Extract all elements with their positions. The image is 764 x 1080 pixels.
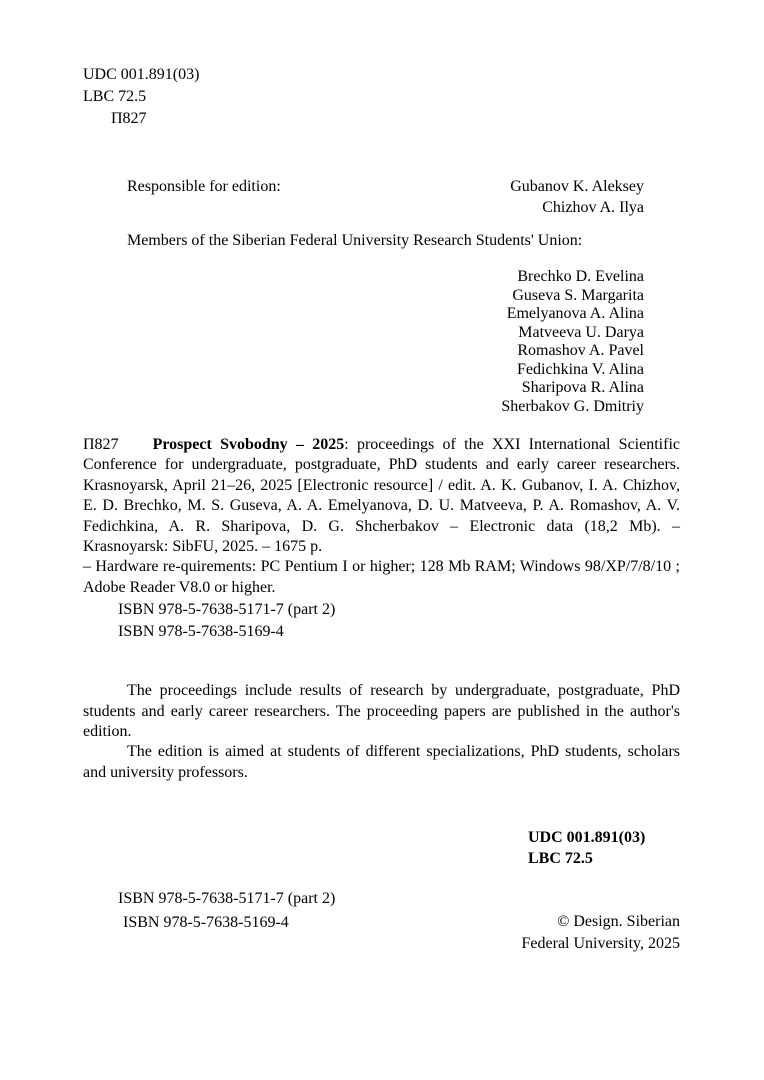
copyright-line-2: Federal University, 2025 [521, 935, 680, 953]
abstract-paragraph-2: The edition is aimed at students of different specializations, PhD students, scholars and university professors. [83, 743, 680, 781]
members-label: Members of the Siberian Federal University Research Students' Union: [127, 232, 583, 249]
member-name: Sherbakov G. Dmitriy [501, 397, 644, 415]
top-codes [83, 64, 680, 130]
abstract-paragraph-1: The proceedings include results of research by undergraduate, postgraduate, PhD students and early career researchers. The proceeding papers are published in the author's edition. [83, 682, 680, 741]
editor-name: Gubanov K. Aleksey [510, 178, 644, 195]
isbn-block [83, 599, 680, 643]
member-name: Guseva S. Margarita [512, 286, 644, 304]
editors-label: Responsible for edition: [127, 178, 281, 195]
copyright-line-1: © Design. Siberian [557, 913, 680, 931]
footer-isbn-main: ISBN 978-5-7638-5169-4 [123, 914, 289, 932]
udc-footer: UDC 001.891(03) [528, 829, 646, 847]
udc-top: UDC 001.891(03) [83, 66, 200, 83]
member-name: Fedichkina V. Alina [517, 360, 644, 378]
copyright-block [522, 911, 680, 955]
isbn-main: ISBN 978-5-7638-5169-4 [118, 623, 284, 641]
isbn-part2: ISBN 978-5-7638-5171-7 (part 2) [118, 601, 336, 619]
footer-isbn-block [83, 887, 335, 955]
abstract-section [83, 681, 680, 783]
member-name: Sharipova R. Alina [521, 379, 644, 396]
catalog-code-top: П827 [111, 110, 147, 127]
member-name: Emelyanova A. Alina [506, 305, 644, 322]
editors-section [83, 176, 680, 218]
lbc-top: LBC 72.5 [83, 88, 147, 105]
member-name: Matveeva U. Darya [518, 323, 644, 341]
footer-isbn-part2: ISBN 978-5-7638-5171-7 (part 2) [118, 890, 336, 908]
footer-row [83, 887, 680, 955]
catalog-paragraph [83, 435, 680, 557]
catalog-description: : proceedings of the XXI International Scientific Conference for undergraduate, postgraduate, PhD students and early career researchers. Krasnoyarsk, April 21–26, 2025 [Electronic resource] / edit. A. K. Gubanov, I. A. Chizhov, E. D. Brechko, M. S. Guseva, A. A. Emelyanova, D. U. Matveeva, P. A. Romashov, A. V. Fedichkina, A. R. Sharipova, D. G. Shcherbakov – Electronic data (18,2 Mb). – Krasnoyarsk: SibFU, 2025. – 1675 p. [83, 436, 680, 556]
catalog-title: Prospect Svobodny – 2025 [152, 436, 345, 453]
footer-codes [528, 827, 680, 869]
editor-name: Chizhov A. Ilya [542, 199, 644, 216]
editors-names [510, 176, 680, 218]
catalog-code: П827 [83, 436, 119, 453]
catalog-entry [83, 435, 680, 643]
members-list [83, 268, 680, 416]
member-name: Brechko D. Evelina [517, 268, 644, 285]
lbc-footer: LBC 72.5 [528, 850, 593, 868]
hardware-requirements: – Hardware re-quirements: PC Pentium I or higher; 128 Mb RAM; Windows 98/XP/7/8/10 ; Adobe Reader V8.0 or higher. [83, 558, 680, 596]
member-name: Romashov A. Pavel [517, 342, 644, 359]
